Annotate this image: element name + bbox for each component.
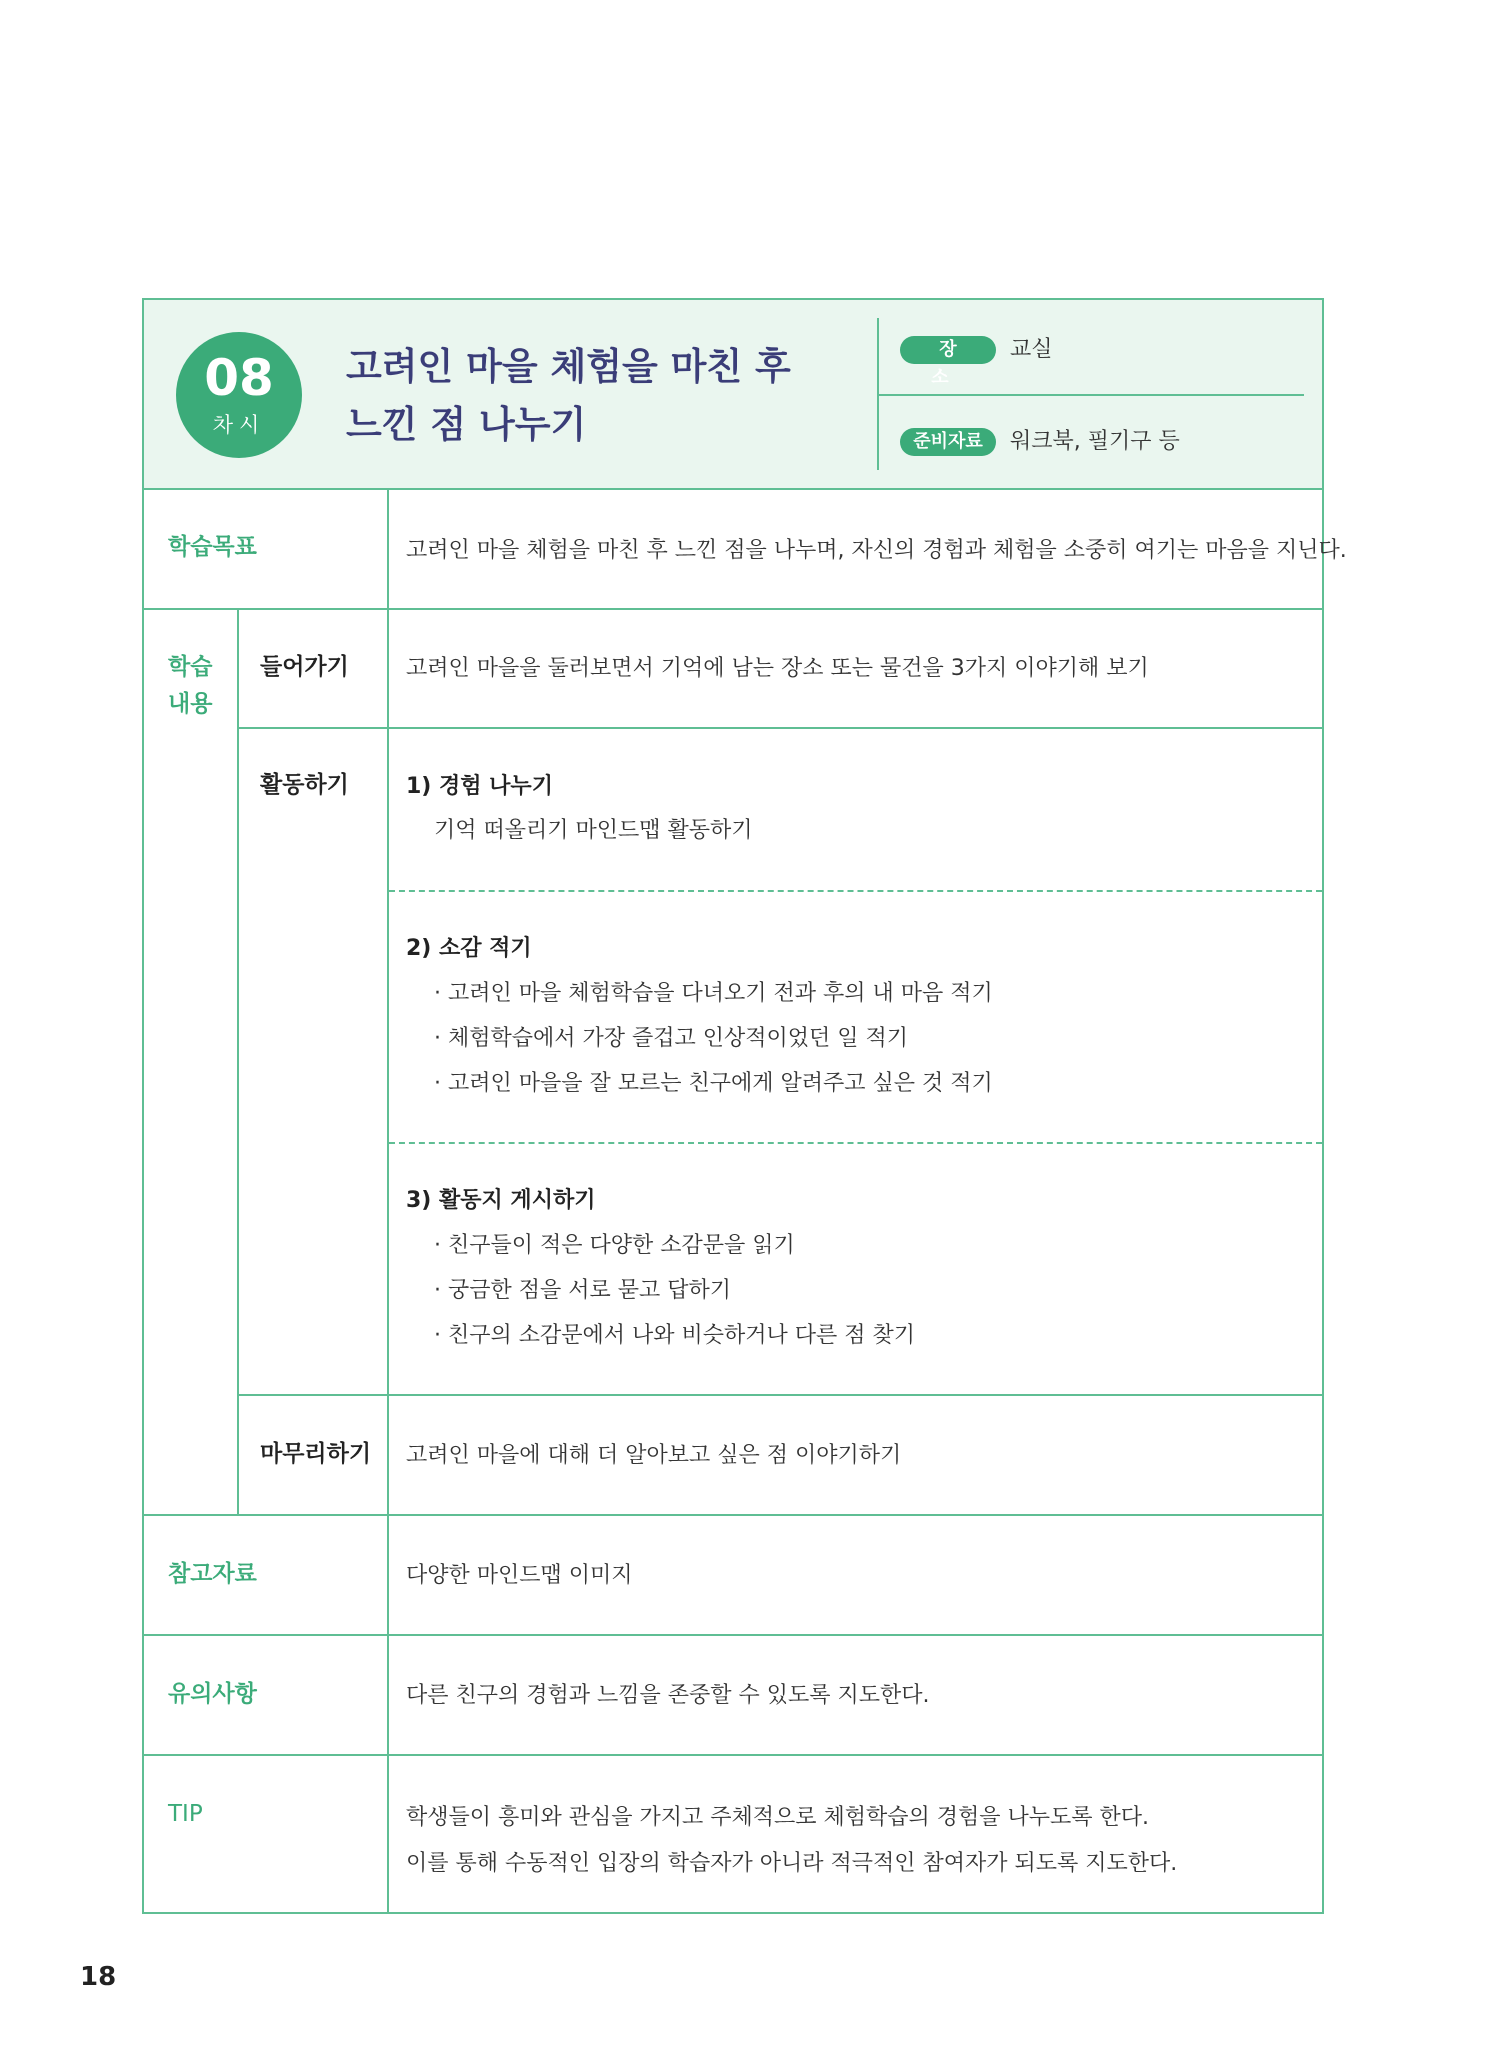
activity-item: · 친구의 소감문에서 나와 비슷하거나 다른 점 찾기 bbox=[434, 1323, 915, 1348]
column-divider-main bbox=[387, 490, 389, 1912]
content-label-line2: 내용 bbox=[168, 691, 213, 717]
lesson-title bbox=[346, 338, 806, 454]
activity-item: · 고려인 마을 체험학습을 다녀오기 전과 후의 내 마음 적기 bbox=[434, 981, 993, 1006]
reference-text: 다양한 마인드맵 이미지 bbox=[406, 1563, 633, 1588]
materials-badge: 준비자료 bbox=[900, 428, 996, 456]
row-divider bbox=[144, 1514, 1322, 1516]
page-number: 18 bbox=[80, 1962, 117, 1992]
row-divider bbox=[144, 608, 1322, 610]
activity-item: · 친구들이 적은 다양한 소감문을 읽기 bbox=[434, 1233, 795, 1258]
activity-item: · 고려인 마을을 잘 모르는 친구에게 알려주고 싶은 것 적기 bbox=[434, 1071, 993, 1096]
row-divider bbox=[237, 727, 1322, 729]
caution-text: 다른 친구의 경험과 느낌을 존중할 수 있도록 지도한다. bbox=[406, 1683, 930, 1708]
tip-line1: 학생들이 흥미와 관심을 가지고 주체적으로 체험학습의 경험을 나누도록 한다. bbox=[406, 1805, 1150, 1830]
session-unit: 차시 bbox=[212, 413, 266, 437]
reference-label: 참고자료 bbox=[168, 1561, 257, 1587]
activity-section-heading: 3) 활동지 게시하기 bbox=[406, 1188, 596, 1213]
lesson-title-line1: 고려인 마을 체험을 마친 후 bbox=[346, 345, 791, 388]
session-number: 08 bbox=[204, 349, 274, 407]
row-divider bbox=[237, 1394, 1322, 1396]
place-value: 교실 bbox=[1010, 337, 1053, 362]
activity-item: · 체험학습에서 가장 즐겁고 인상적이었던 일 적기 bbox=[434, 1026, 908, 1051]
caution-label: 유의사항 bbox=[168, 1681, 257, 1707]
tip-label: TIP bbox=[168, 1801, 203, 1827]
activity-item: 기억 떠올리기 마인드맵 활동하기 bbox=[434, 818, 753, 843]
row-divider bbox=[144, 1754, 1322, 1756]
session-badge bbox=[176, 332, 302, 458]
activity-label: 활동하기 bbox=[260, 772, 349, 798]
lesson-header bbox=[144, 300, 1322, 490]
activity-item: · 궁금한 점을 서로 묻고 답하기 bbox=[434, 1278, 731, 1303]
column-divider-content bbox=[237, 609, 239, 1515]
lesson-plan-card bbox=[142, 298, 1347, 1914]
intro-label: 들어가기 bbox=[260, 654, 349, 680]
tip-line2: 이를 통해 수동적인 입장의 학습자가 아니라 적극적인 참여자가 되도록 지도한다. bbox=[406, 1851, 1178, 1876]
closing-label: 마무리하기 bbox=[260, 1441, 372, 1467]
intro-text: 고려인 마을을 둘러보면서 기억에 남는 장소 또는 물건을 3가지 이야기해 보기 bbox=[406, 656, 1149, 681]
dashed-divider bbox=[389, 1142, 1322, 1144]
lesson-title-line2: 느낀 점 나누기 bbox=[346, 403, 587, 446]
objective-text: 고려인 마을 체험을 마친 후 느낀 점을 나누며, 자신의 경험과 체험을 소중히 여기는 마음을 지닌다. bbox=[406, 538, 1347, 563]
activity-section-heading: 1) 경험 나누기 bbox=[406, 774, 553, 799]
dashed-divider bbox=[389, 890, 1322, 892]
content-label-line1: 학습 bbox=[168, 654, 213, 680]
activity-section-heading: 2) 소감 적기 bbox=[406, 936, 532, 961]
place-badge: 장 소 bbox=[900, 336, 996, 364]
row-divider bbox=[144, 1634, 1322, 1636]
header-divider-horizontal bbox=[879, 394, 1304, 396]
materials-value: 워크북, 필기구 등 bbox=[1010, 429, 1180, 454]
closing-text: 고려인 마을에 대해 더 알아보고 싶은 점 이야기하기 bbox=[406, 1443, 902, 1468]
objective-label: 학습목표 bbox=[168, 534, 257, 560]
